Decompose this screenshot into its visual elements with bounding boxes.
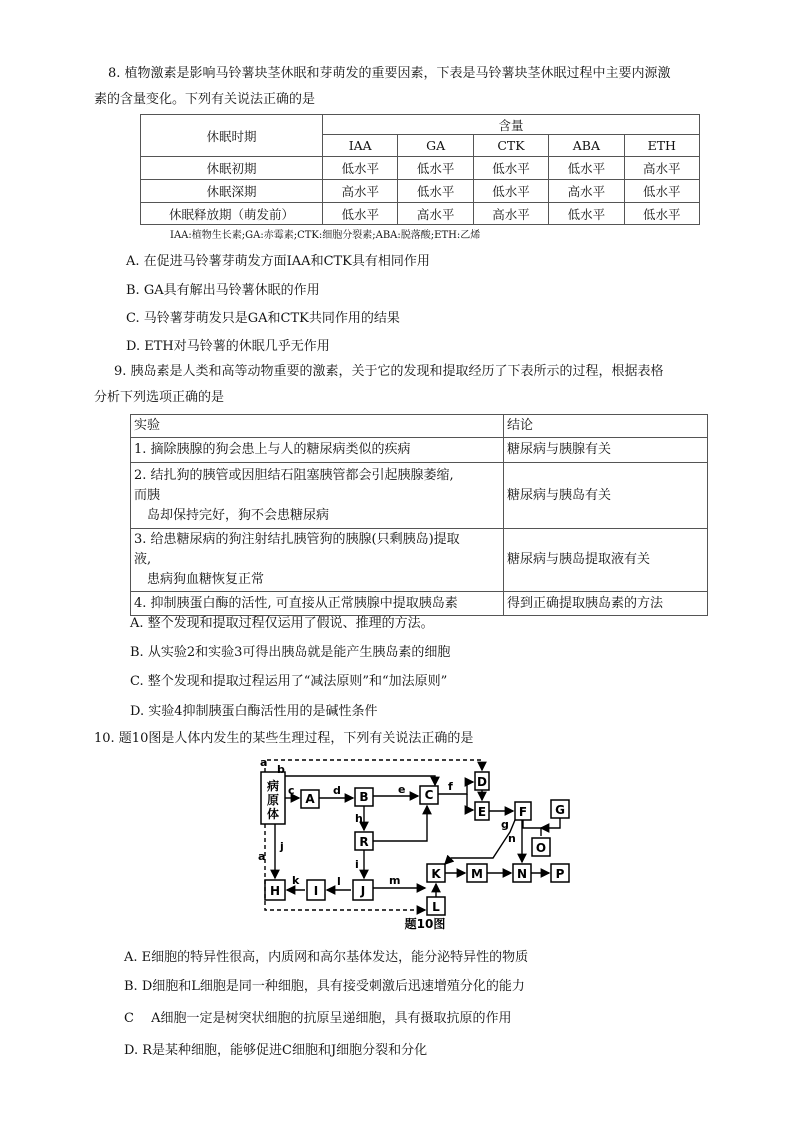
table-row (141, 180, 700, 203)
table-cell: 低水平 (549, 203, 624, 225)
arrow-label-b: b (277, 763, 285, 776)
table-row (141, 157, 700, 180)
node-g: G (555, 803, 565, 817)
arrow-label-i: i (355, 858, 359, 871)
arrow-label-c: c (288, 784, 295, 797)
q9-insulin-table (130, 414, 708, 616)
node-j: J (360, 884, 366, 898)
arrow-label-j: j (280, 840, 284, 853)
pathogen-label: 病 (266, 779, 280, 793)
conclusion-text: 糖尿病与胰岛有关 (504, 463, 708, 529)
figure-caption: 题10图 (404, 917, 446, 931)
q8-option-d: D. ETH对马铃薯的休眠几乎无作用 (126, 339, 330, 354)
experiment-text: 岛却保持完好，狗不会患糖尿病 (134, 507, 330, 523)
pathogen-label: 原 (266, 793, 280, 807)
node-c: C (424, 788, 434, 802)
table-cell: 高水平 (624, 157, 699, 180)
node-d: D (477, 775, 487, 789)
node-a: A (305, 792, 315, 806)
node-i: I (313, 884, 319, 898)
arrow-label-e: e (398, 783, 406, 796)
row-period: 休眠初期 (141, 157, 323, 180)
table-row (131, 529, 708, 592)
arrow-label-a-top: a (260, 756, 268, 769)
table-cell: 低水平 (624, 180, 699, 203)
q9-option-c: C. 整个发现和提取过程运用了“减法原则”和“加法原则” (130, 674, 448, 689)
arrow-label-d: d (333, 784, 341, 797)
table-cell: 低水平 (549, 157, 624, 180)
q8-stem-line1: 8. 植物激素是影响马铃薯块茎休眠和芽萌发的重要因素，下表是马铃薯块茎休眠过程中主要内源激 (108, 66, 671, 81)
node-p: P (555, 867, 565, 881)
table-row (141, 203, 700, 225)
experiment-text: 1. 摘除胰腺的狗会患上与人的糖尿病类似的疾病 (134, 442, 411, 457)
table-cell: 低水平 (398, 157, 473, 180)
table-cell: 低水平 (323, 157, 398, 180)
q8-option-b: B. GA具有解出马铃薯休眠的作用 (126, 283, 320, 298)
col-header: ABA (549, 135, 624, 157)
table-cell: 低水平 (323, 203, 398, 225)
conclusion-text: 糖尿病与胰岛提取液有关 (504, 529, 708, 592)
arrow-label-n: n (508, 832, 516, 845)
row-period: 休眠释放期（萌发前） (141, 203, 323, 225)
header-conclusion: 结论 (504, 415, 708, 438)
q10-option-a: A. E细胞的特异性很高，内质网和高尔基体发达，能分泌特异性的物质 (124, 950, 529, 965)
q8-hormone-table (140, 114, 700, 225)
node-r: R (359, 835, 369, 849)
q9-option-b: B. 从实验2和实验3可得出胰岛就是能产生胰岛素的细胞 (130, 645, 451, 660)
pathogen-label: 体 (266, 807, 280, 821)
q10-option-d: D. R是某种细胞，能够促进C细胞和J细胞分裂和分化 (124, 1043, 428, 1058)
experiment-text: 4. 抑制胰蛋白酶的活性, 可直接从正常胰腺中提取胰岛素 (134, 595, 458, 611)
experiment-text: 液, (134, 552, 152, 567)
node-m: M (471, 867, 483, 881)
q10-immune-diagram (255, 752, 585, 932)
table-cell: 低水平 (473, 157, 548, 180)
table-row (131, 463, 708, 529)
arrow-label-k: k (292, 874, 300, 887)
q8-stem-line2: 素的含量变化。下列有关说法正确的是 (94, 92, 316, 107)
col-header: ETH (624, 135, 699, 157)
q8-abbreviation-note: IAA:植物生长素;GA:赤霉素;CTK:细胞分裂素;ABA:脱落酸;ETH:乙烯 (170, 230, 481, 241)
table-cell: 低水平 (398, 180, 473, 203)
table-cell: 高水平 (323, 180, 398, 203)
node-f: F (518, 805, 528, 819)
experiment-text: 3. 给患糖尿病的狗注射结扎胰管狗的胰腺(只剩胰岛)提取 (134, 532, 460, 547)
node-b: B (359, 790, 369, 804)
node-e: E (477, 805, 487, 819)
q9-stem-line1: 9. 胰岛素是人类和高等动物重要的激素，关于它的发现和提取经历了下表所示的过程，根据表格 (114, 364, 664, 379)
header-experiment: 实验 (131, 415, 504, 438)
table-cell: 高水平 (398, 203, 473, 225)
header-period: 休眠时期 (141, 115, 323, 157)
conclusion-text: 得到正确提取胰岛素的方法 (504, 592, 708, 616)
q9-stem-line2: 分析下列选项正确的是 (94, 390, 225, 405)
q8-option-c: C. 马铃薯芽萌发只是GA和CTK共同作用的结果 (126, 311, 400, 326)
experiment-text: 而胰 (134, 487, 161, 503)
table-row (131, 438, 708, 463)
arrow-label-a-left: a (258, 850, 266, 863)
node-n: N (516, 867, 528, 881)
table-cell: 高水平 (549, 180, 624, 203)
experiment-text: 2. 结扎狗的胰管或因胆结石阻塞胰管都会引起胰腺萎缩, (134, 467, 454, 483)
q10-stem: 10. 题10图是人体内发生的某些生理过程，下列有关说法正确的是 (94, 731, 474, 746)
arrow-label-h: h (355, 812, 363, 825)
node-h: H (269, 884, 281, 898)
experiment-text: 患病狗血糖恢复正常 (134, 572, 265, 587)
q9-option-a: A. 整个发现和提取过程仅运用了假说、推理的方法。 (130, 616, 434, 631)
q10-option-c: C A细胞一定是树突状细胞的抗原呈递细胞，具有摄取抗原的作用 (124, 1011, 512, 1026)
conclusion-text: 糖尿病与胰腺有关 (504, 438, 708, 463)
node-o: O (535, 841, 547, 855)
header-content: 含量 (323, 115, 700, 135)
arrow-label-m: m (389, 874, 401, 887)
table-cell: 低水平 (473, 180, 548, 203)
node-l: L (432, 900, 440, 914)
q9-option-d: D. 实验4抑制胰蛋白酶活性用的是碱性条件 (130, 704, 378, 719)
node-k: K (431, 867, 441, 881)
col-header: IAA (323, 135, 398, 157)
arrow-label-l: l (337, 875, 341, 888)
table-cell: 低水平 (624, 203, 699, 225)
col-header: CTK (473, 135, 548, 157)
table-cell: 高水平 (473, 203, 548, 225)
q8-option-a: A. 在促进马铃薯芽萌发方面IAA和CTK具有相同作用 (126, 254, 430, 269)
arrow-label-g: g (501, 818, 509, 831)
q10-option-b: B. D细胞和L细胞是同一种细胞，具有接受刺激后迅速增殖分化的能力 (124, 979, 525, 994)
arrow-label-f: f (448, 780, 453, 793)
col-header: GA (398, 135, 473, 157)
row-period: 休眠深期 (141, 180, 323, 203)
